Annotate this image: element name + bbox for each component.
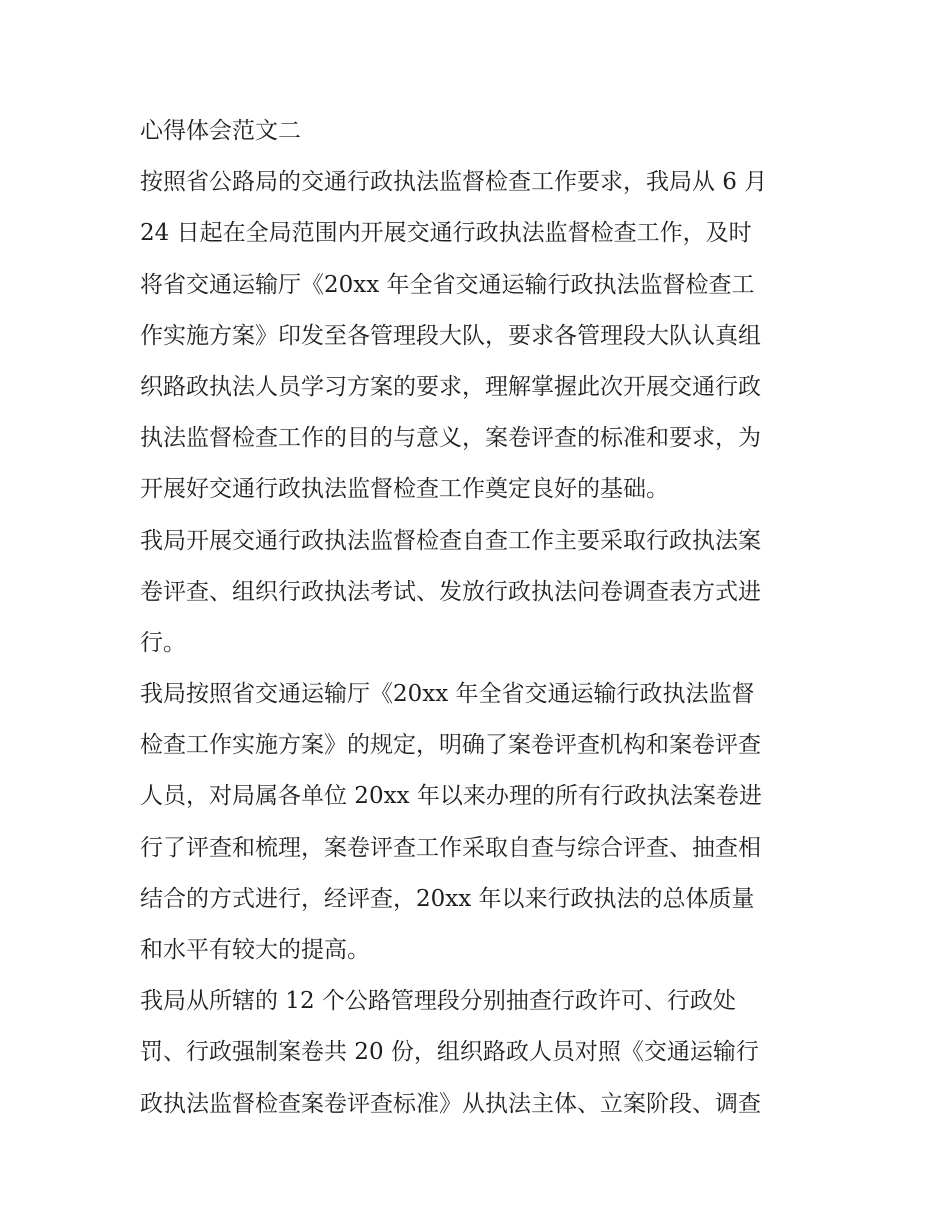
paragraph-3-line-3: 人员，对局属各单位 20xx 年以来办理的所有行政执法案卷进 [140, 783, 762, 810]
document-title: 心得体会范文二 [140, 118, 301, 144]
paragraph-4-line-3: 政执法监督检查案卷评查标准》从执法主体、立案阶段、调查 [140, 1090, 761, 1117]
paragraph-1-line-7: 开展好交通行政执法监督检查工作奠定良好的基础。 [140, 476, 669, 503]
paragraph-1-line-5: 织路政执法人员学习方案的要求，理解掌握此次开展交通行政 [140, 373, 761, 400]
paragraph-3-line-4: 行了评查和梳理，案卷评查工作采取自查与综合评查、抽查相 [140, 834, 761, 861]
paragraph-1-line-3: 将省交通运输厅《20xx 年全省交通运输行政执法监督检查工 [140, 271, 755, 298]
paragraph-1-line-4: 作实施方案》印发至各管理段大队，要求各管理段大队认真组 [140, 322, 761, 349]
paragraph-1-line-2: 24 日起在全局范围内开展交通行政执法监督检查工作，及时 [140, 220, 752, 247]
paragraph-2-line-2: 卷评查、组织行政执法考试、发放行政执法问卷调查表方式进 [140, 578, 761, 605]
document-body [140, 106, 820, 1130]
paragraph-1-line-6: 执法监督检查工作的目的与意义，案卷评查的标准和要求，为 [140, 425, 761, 452]
paragraph-3-line-6: 和水平有较大的提高。 [140, 937, 370, 963]
paragraph-2-line-1: 我局开展交通行政执法监督检查自查工作主要采取行政执法案 [140, 527, 761, 554]
paragraph-4-line-1: 我局从所辖的 12 个公路管理段分别抽查行政许可、行政处 [140, 988, 736, 1015]
paragraph-3-line-2: 检查工作实施方案》的规定，明确了案卷评查机构和案卷评查 [140, 732, 761, 759]
paragraph-3-line-5: 结合的方式进行，经评查，20xx 年以来行政执法的总体质量 [140, 885, 755, 912]
paragraph-3-line-1: 我局按照省交通运输厅《20xx 年全省交通运输行政执法监督 [140, 681, 755, 708]
paragraph-1-line-1: 按照省公路局的交通行政执法监督检查工作要求，我局从 6 月 [140, 169, 768, 196]
paragraph-2-line-3: 行。 [140, 629, 186, 656]
paragraph-4-line-2: 罚、行政强制案卷共 20 份，组织路政人员对照《交通运输行 [140, 1039, 759, 1066]
